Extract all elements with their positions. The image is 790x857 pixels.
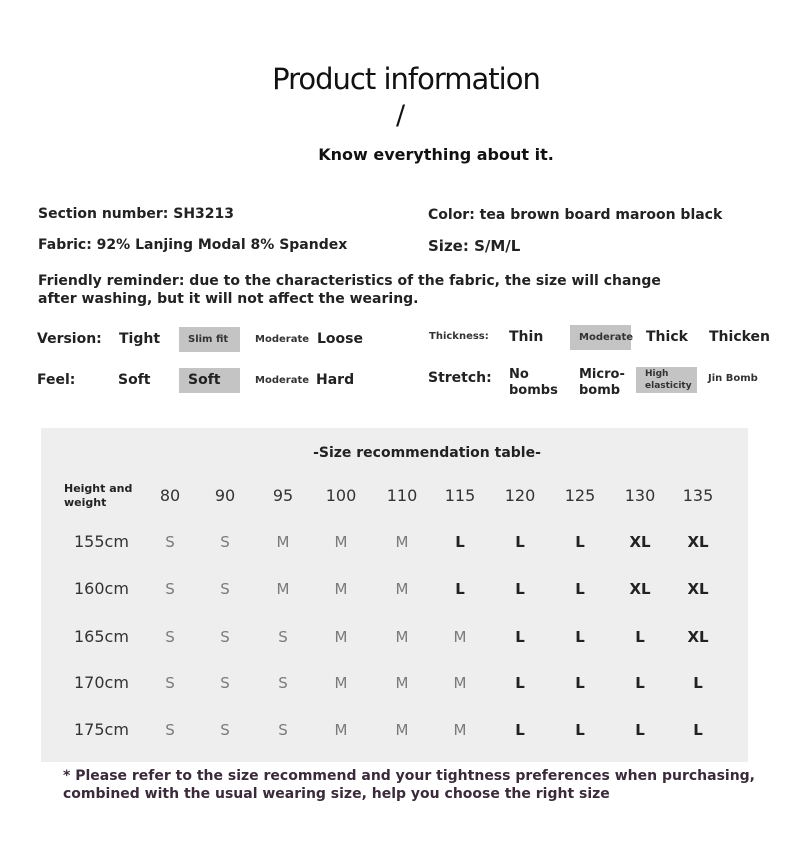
size-cell: L	[693, 721, 703, 739]
size-cell: L	[515, 628, 525, 646]
size-cell: M	[276, 533, 290, 551]
size-cell: XL	[629, 580, 651, 598]
size-table-caption: -Size recommendation table-	[313, 445, 541, 461]
version-option-slim-fit-selected: Slim fit	[179, 327, 240, 352]
height-row-label: 175cm	[74, 720, 129, 739]
version-option-loose: Loose	[317, 331, 363, 347]
feel-option-hard: Hard	[316, 372, 355, 388]
size-info: Size: S/M/L	[428, 237, 521, 255]
size-cell: L	[455, 580, 465, 598]
weight-header-cell: 135	[682, 486, 714, 505]
page-subtitle: Know everything about it.	[318, 145, 554, 164]
weight-header-cell: 130	[624, 486, 656, 505]
size-footnote: * Please refer to the size recommend and your tightness preferences when purchasing, combined with the usual wearing size, help you choose the right size	[63, 768, 756, 802]
size-cell: S	[165, 533, 175, 551]
size-cell: M	[395, 674, 409, 692]
size-cell: S	[165, 674, 175, 692]
size-cell: M	[334, 721, 348, 739]
size-cell: S	[165, 628, 175, 646]
size-table-corner-label: Height and weight	[64, 482, 133, 509]
color-info: Color: tea brown board maroon black	[428, 207, 723, 223]
weight-header-cell: 80	[159, 486, 181, 505]
size-cell: S	[220, 674, 230, 692]
size-cell: M	[395, 628, 409, 646]
size-cell: S	[220, 628, 230, 646]
weight-header-cell: 90	[214, 486, 236, 505]
size-cell: M	[276, 580, 290, 598]
height-row-label: 155cm	[74, 532, 129, 551]
version-option-moderate: Moderate	[255, 334, 310, 345]
stretch-option-high-elasticity-selected	[636, 367, 697, 393]
thickness-option-thicken: Thicken	[709, 329, 771, 345]
size-cell: L	[693, 674, 703, 692]
size-cell: S	[165, 580, 175, 598]
size-cell: L	[575, 580, 585, 598]
size-cell: L	[455, 533, 465, 551]
feel-option-moderate: Moderate	[255, 375, 310, 386]
size-cell: L	[515, 721, 525, 739]
size-cell: M	[334, 580, 348, 598]
size-cell: M	[395, 721, 409, 739]
fabric-info: Fabric: 92% Lanjing Modal 8% Spandex	[38, 237, 348, 253]
size-cell: M	[334, 628, 348, 646]
size-cell: M	[334, 533, 348, 551]
size-cell: S	[278, 674, 288, 692]
height-row-label: 160cm	[74, 579, 129, 598]
size-cell: L	[575, 674, 585, 692]
height-row-label: 170cm	[74, 673, 129, 692]
size-cell: M	[453, 721, 467, 739]
thickness-option-thick: Thick	[646, 329, 688, 345]
size-cell: S	[220, 721, 230, 739]
size-cell: L	[575, 533, 585, 551]
version-option-tight: Tight	[119, 331, 161, 347]
friendly-reminder: Friendly reminder: due to the characteristics of the fabric, the size will change after washing, but it will not affect the wearing.	[38, 273, 661, 307]
size-cell: S	[220, 580, 230, 598]
weight-header-cell: 120	[504, 486, 536, 505]
feel-label: Feel:	[37, 372, 76, 388]
size-cell: L	[515, 580, 525, 598]
size-cell: L	[635, 628, 645, 646]
size-cell: M	[334, 674, 348, 692]
size-cell: XL	[687, 580, 709, 598]
size-cell: L	[515, 533, 525, 551]
size-cell: S	[278, 628, 288, 646]
size-cell: L	[515, 674, 525, 692]
size-cell: L	[575, 721, 585, 739]
size-cell: M	[395, 580, 409, 598]
weight-header-cell: 115	[444, 486, 476, 505]
thickness-option-moderate-selected: Moderate	[570, 325, 631, 350]
size-cell: L	[635, 721, 645, 739]
weight-header-cell: 110	[386, 486, 418, 505]
stretch-option-high-elasticity-text: High elasticity	[645, 369, 692, 391]
size-cell: M	[453, 674, 467, 692]
size-cell: L	[575, 628, 585, 646]
size-cell: S	[165, 721, 175, 739]
feel-option-soft: Soft	[118, 372, 151, 388]
page-title: Product information	[272, 62, 540, 96]
size-cell: L	[635, 674, 645, 692]
weight-header-cell: 125	[564, 486, 596, 505]
feel-option-soft-selected: Soft	[179, 368, 240, 393]
size-cell: XL	[687, 533, 709, 551]
weight-header-cell: 95	[272, 486, 294, 505]
version-label: Version:	[37, 331, 102, 347]
weight-header-cell: 100	[325, 486, 357, 505]
thickness-label: Thickness:	[429, 331, 489, 342]
section-number: Section number: SH3213	[38, 206, 235, 222]
title-divider: /	[396, 100, 406, 131]
size-cell: XL	[629, 533, 651, 551]
stretch-option-no-bombs: No bombs	[509, 367, 558, 398]
stretch-option-jin-bomb: Jin Bomb	[708, 373, 758, 384]
size-cell: M	[453, 628, 467, 646]
stretch-option-micro-bomb: Micro-bomb	[579, 367, 625, 398]
size-cell: XL	[687, 628, 709, 646]
size-cell: S	[220, 533, 230, 551]
thickness-option-thin: Thin	[509, 329, 544, 345]
size-cell: M	[395, 533, 409, 551]
height-row-label: 165cm	[74, 627, 129, 646]
stretch-label: Stretch:	[428, 370, 492, 386]
size-cell: S	[278, 721, 288, 739]
